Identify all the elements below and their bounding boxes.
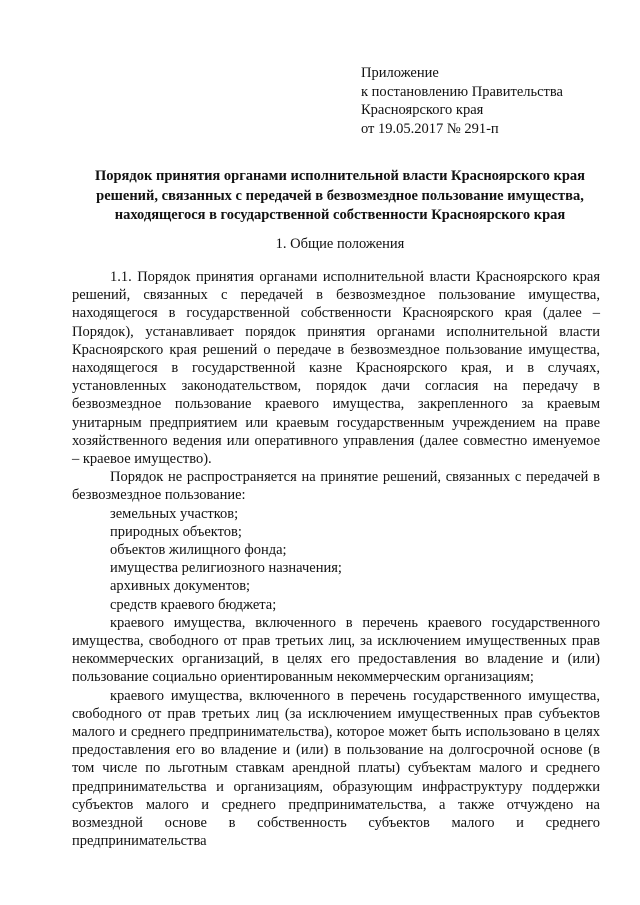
paragraph: краевого имущества, включенного в перечень краевого государственного имущества, свободного от прав третьих лиц, за исключением имущественных прав некоммерческих организаций, в целях его предоставления во владение и (или) пользование социально ориентированным некоммерческим организациям; bbox=[72, 614, 600, 686]
title-line: находящегося в государственной собственности Красноярского края bbox=[114, 207, 566, 223]
appendix-line: Красноярского края bbox=[361, 102, 484, 118]
paragraph: краевого имущества, включенного в перечень государственного имущества, свободного от прав третьих лиц (за исключением имущественных прав субъектов малого и среднего предпринимательства), которое может быть использовано в целях предоставления его во владение и (или) в пользование на долгосрочной основе (в том числе по льготным ставкам арендной платы) субъектам малого и среднего предпринимательства и организациям, образующим инфраструктуру поддержки субъектов малого и среднего предпринимательства, а также отчуждено на возмездной основе в собственность субъектов малого и среднего предпринимательства bbox=[72, 687, 600, 850]
exclusion-list bbox=[72, 505, 600, 614]
title-line: решений, связанных с передачей в безвозмездное пользование имущества, bbox=[96, 187, 584, 204]
paragraph: Порядок не распространяется на принятие решений, связанных с передачей в безвозмездное пользование: bbox=[72, 469, 600, 504]
list-item: архивных документов; bbox=[110, 578, 251, 595]
appendix-block bbox=[361, 64, 563, 138]
list-item: объектов жилищного фонда; bbox=[110, 542, 287, 559]
document-title bbox=[60, 167, 620, 226]
appendix-line: Приложение bbox=[361, 65, 439, 81]
document-body bbox=[72, 268, 600, 851]
title-line: Порядок принятия органами исполнительной власти Красноярского края bbox=[94, 168, 586, 184]
list-item: земельных участков; bbox=[110, 505, 239, 522]
appendix-date-number: от 19.05.2017 № 291-п bbox=[361, 120, 499, 137]
list-item: природных объектов; bbox=[110, 523, 242, 540]
list-item: средств краевого бюджета; bbox=[110, 596, 277, 613]
section-heading: 1. Общие положения bbox=[275, 236, 405, 252]
appendix-line: к постановлению Правительства bbox=[361, 83, 563, 100]
paragraph: 1.1. Порядок принятия органами исполнительной власти Красноярского края решений, связанных с передачей в безвозмездное пользование имущества, находящегося в государственной собственности Красноярского края (далее – Порядок), устанавливает порядок принятия органами исполнительной власти Красноярского края решений о передаче в безвозмездное пользование имущества, находящегося в государственной казне Красноярского края, и в случаях, установленных законодательством, порядок дачи согласия на передачу в безвозмездное пользование краевого имущества, закрепленного за краевым унитарным предприятием или краевым государственным учреждением на праве хозяйственного ведения или оперативного управления (далее совместно именуемое – краевое имущество). bbox=[72, 269, 600, 468]
list-item: имущества религиозного назначения; bbox=[110, 560, 342, 577]
